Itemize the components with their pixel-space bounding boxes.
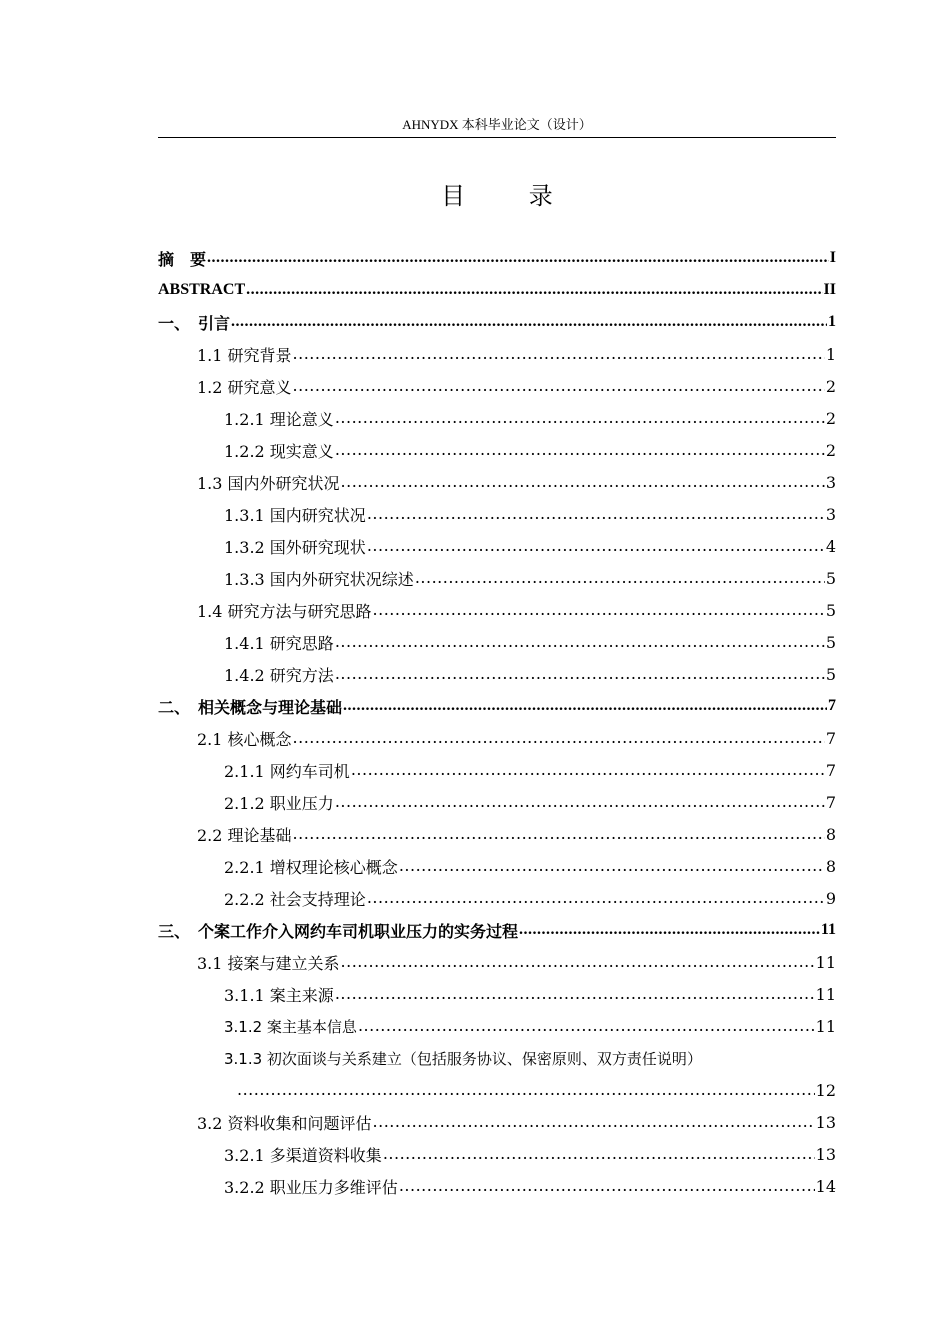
toc-entry-page: 11 xyxy=(820,921,836,938)
toc-entry[interactable] xyxy=(158,754,836,786)
toc-entry[interactable] xyxy=(158,306,836,338)
toc-entry[interactable] xyxy=(158,594,836,626)
toc-entry-page: 12 xyxy=(815,1080,836,1100)
toc-leader-dots xyxy=(341,952,815,972)
toc-leader-dots xyxy=(246,280,822,300)
toc-entry-label: 2.1.2 职业压力 xyxy=(224,793,334,813)
toc-entry-label: 2.1.1 网约车司机 xyxy=(224,761,350,781)
toc-leader-dots xyxy=(335,408,825,428)
toc-entry-page: 1 xyxy=(825,344,836,364)
toc-entry-page: 7 xyxy=(825,792,836,812)
toc-entry-label: 1.1 研究背景 xyxy=(197,345,292,365)
toc-entry[interactable] xyxy=(158,274,836,306)
toc-leader-dots xyxy=(373,600,825,620)
toc-entry-label: 1.4.1 研究思路 xyxy=(224,633,334,653)
toc-entry[interactable] xyxy=(158,690,836,722)
toc-entry-label: 1.3.2 国外研究现状 xyxy=(224,537,366,557)
toc-entry[interactable] xyxy=(158,338,836,370)
toc-entry-label: 3.2.2 职业压力多维评估 xyxy=(224,1177,398,1197)
toc-leader-dots xyxy=(351,760,825,780)
toc-entry-page: 13 xyxy=(815,1144,836,1164)
toc-leader-dots xyxy=(293,344,825,364)
toc-entry-label: 3.2 资料收集和问题评估 xyxy=(197,1113,372,1133)
toc-leader-dots xyxy=(399,856,825,876)
toc-title: 目 录 xyxy=(441,182,581,210)
toc-entry-label: 1.3 国内外研究状况 xyxy=(197,473,340,493)
toc-entry[interactable] xyxy=(158,370,836,402)
toc-entry-continuation xyxy=(158,1074,836,1106)
toc-leader-dots xyxy=(237,1080,815,1100)
toc-entry-page: 8 xyxy=(825,824,836,844)
toc-entry-page: 11 xyxy=(815,1016,836,1036)
toc-entry-page: 11 xyxy=(815,952,836,972)
toc-entry-label: 3.2.1 多渠道资料收集 xyxy=(224,1145,382,1165)
toc-entry-page: 14 xyxy=(815,1176,836,1196)
toc-leader-dots xyxy=(335,632,825,652)
toc-leader-dots xyxy=(335,984,815,1004)
toc-leader-dots xyxy=(343,696,827,716)
toc-leader-dots xyxy=(293,824,825,844)
toc-entry[interactable] xyxy=(158,818,836,850)
toc-entry-page: 2 xyxy=(825,376,836,396)
toc-entry[interactable] xyxy=(158,914,836,946)
toc-leader-dots xyxy=(519,920,820,940)
toc-entry-page: I xyxy=(829,249,836,266)
toc-entry-page: 7 xyxy=(825,760,836,780)
toc-entry-label: ABSTRACT xyxy=(158,281,246,298)
toc-leader-dots xyxy=(367,888,825,908)
toc-entry-label: 摘 要 xyxy=(158,251,207,269)
header-divider xyxy=(158,137,836,138)
toc-entry-label: 1.2 研究意义 xyxy=(197,377,292,397)
toc-leader-dots xyxy=(207,248,829,268)
toc-entry-page: 5 xyxy=(825,632,836,652)
toc-leader-dots xyxy=(293,376,825,396)
toc-entry-page: 13 xyxy=(815,1112,836,1132)
toc-entry-page: 8 xyxy=(825,856,836,876)
toc-entry[interactable] xyxy=(158,466,836,498)
toc-leader-dots xyxy=(367,536,825,556)
toc-entry[interactable] xyxy=(158,722,836,754)
toc-entry[interactable] xyxy=(158,402,836,434)
toc-entry-label: 1.3.1 国内研究状况 xyxy=(224,505,366,525)
toc-leader-dots xyxy=(231,312,827,332)
toc-entry[interactable] xyxy=(158,626,836,658)
page-header: AHNYDX 本科毕业论文（设计） xyxy=(402,117,592,132)
toc-entry-page: 4 xyxy=(825,536,836,556)
toc-entry-page: 11 xyxy=(815,984,836,1004)
toc-entry[interactable] xyxy=(158,1106,836,1138)
toc-entry[interactable] xyxy=(158,1042,836,1074)
toc-entry-label: 1.4 研究方法与研究思路 xyxy=(197,601,372,621)
toc-entry-page: 7 xyxy=(825,728,836,748)
toc-entry[interactable] xyxy=(158,562,836,594)
toc-entry-label: 2.2 理论基础 xyxy=(197,825,292,845)
toc-entry-label: 2.2.1 增权理论核心概念 xyxy=(224,857,398,877)
toc-entry-label: 3.1.3 初次面谈与关系建立（包括服务协议、保密原则、双方责任说明） xyxy=(224,1049,702,1068)
toc-entry-label: 三、 个案工作介入网约车司机职业压力的实务过程 xyxy=(158,923,519,941)
toc-entry[interactable] xyxy=(158,1138,836,1170)
toc-entry-label: 1.2.2 现实意义 xyxy=(224,441,334,461)
toc-leader-dots xyxy=(358,1016,815,1036)
toc-entry-page: 5 xyxy=(825,600,836,620)
table-of-contents xyxy=(158,242,836,1202)
toc-entry-label: 3.1 接案与建立关系 xyxy=(197,953,340,973)
toc-entry-page: 1 xyxy=(828,313,836,330)
toc-entry-page: II xyxy=(823,281,836,298)
toc-entry[interactable] xyxy=(158,530,836,562)
toc-leader-dots xyxy=(399,1176,815,1196)
toc-entry[interactable] xyxy=(158,658,836,690)
toc-entry-page: 7 xyxy=(828,697,836,714)
toc-leader-dots xyxy=(335,792,825,812)
toc-entry[interactable] xyxy=(158,882,836,914)
toc-entry-page: 9 xyxy=(825,888,836,908)
toc-entry[interactable] xyxy=(158,978,836,1010)
toc-entry-page: 5 xyxy=(825,568,836,588)
toc-entry[interactable] xyxy=(158,242,836,274)
toc-leader-dots xyxy=(293,728,825,748)
toc-entry-page: 3 xyxy=(825,504,836,524)
toc-entry-page: 3 xyxy=(825,472,836,492)
toc-leader-dots xyxy=(335,664,825,684)
toc-leader-dots xyxy=(373,1112,815,1132)
toc-entry-label: 二、 相关概念与理论基础 xyxy=(158,699,343,717)
toc-entry-page: 5 xyxy=(825,664,836,684)
toc-leader-dots xyxy=(415,568,825,588)
toc-entry-label: 3.1.1 案主来源 xyxy=(224,985,334,1005)
toc-entry-label: 1.2.1 理论意义 xyxy=(224,409,334,429)
toc-entry-label: 2.2.2 社会支持理论 xyxy=(224,889,366,909)
toc-entry-label: 1.3.3 国内外研究状况综述 xyxy=(224,569,414,589)
toc-entry-label: 2.1 核心概念 xyxy=(197,729,292,749)
toc-entry[interactable] xyxy=(158,946,836,978)
toc-leader-dots xyxy=(383,1144,815,1164)
toc-entry[interactable] xyxy=(158,786,836,818)
toc-entry-label: 3.1.2 案主基本信息 xyxy=(224,1017,357,1036)
toc-entry-page: 2 xyxy=(825,408,836,428)
toc-leader-dots xyxy=(341,472,825,492)
toc-entry[interactable] xyxy=(158,1010,836,1042)
toc-entry[interactable] xyxy=(158,1170,836,1202)
toc-leader-dots xyxy=(335,440,825,460)
toc-leader-dots xyxy=(367,504,825,524)
toc-entry-label: 1.4.2 研究方法 xyxy=(224,665,334,685)
toc-entry[interactable] xyxy=(158,498,836,530)
toc-entry-page: 2 xyxy=(825,440,836,460)
toc-entry[interactable] xyxy=(158,434,836,466)
toc-entry[interactable] xyxy=(158,850,836,882)
toc-entry-label: 一、 引言 xyxy=(158,315,231,333)
